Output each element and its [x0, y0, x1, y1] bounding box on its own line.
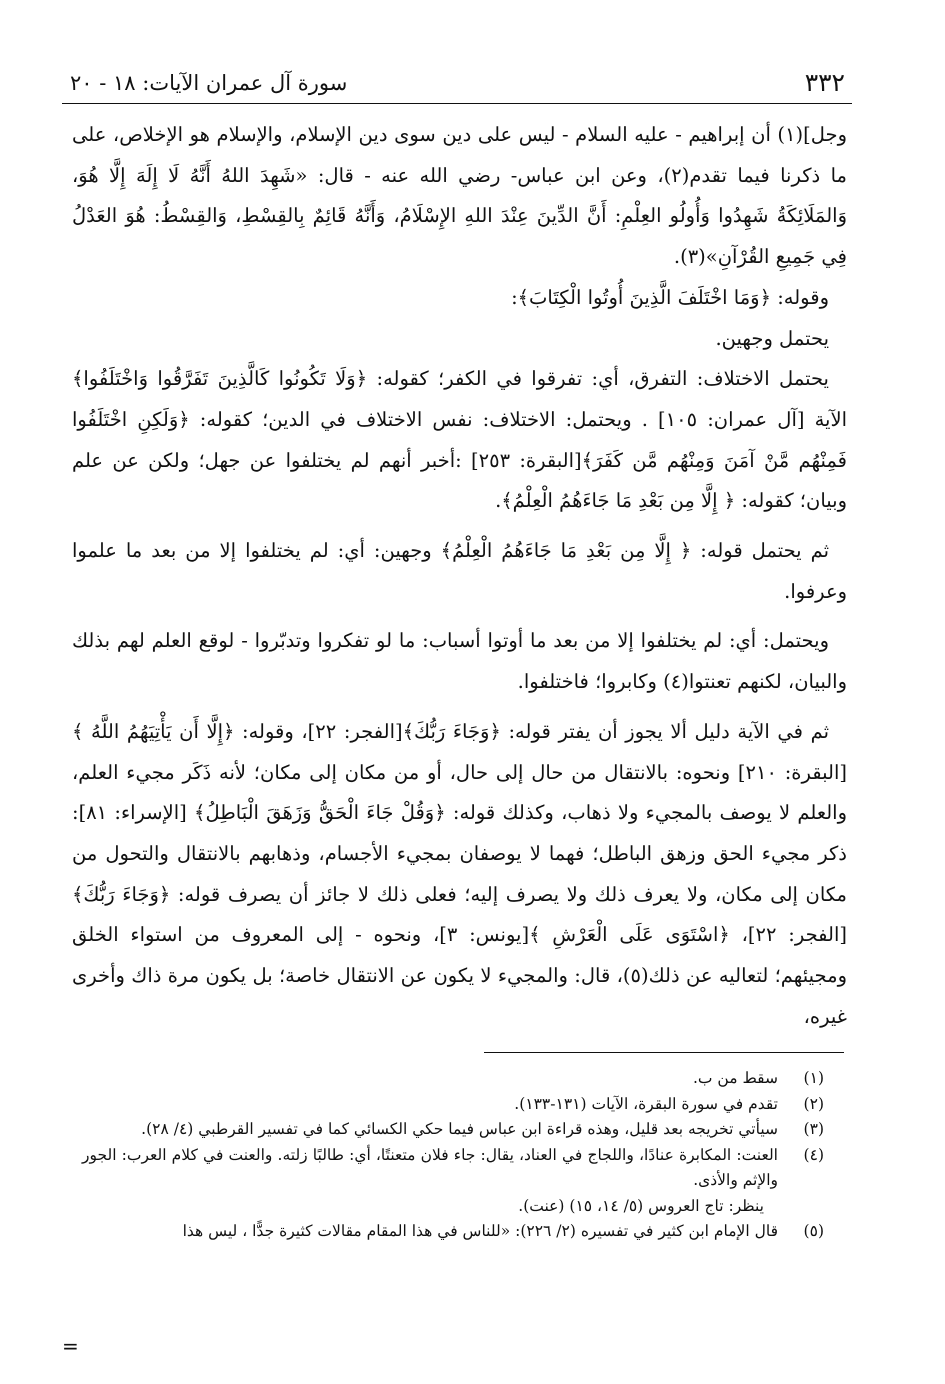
header-rule	[62, 103, 852, 104]
footnote	[82, 1117, 824, 1143]
paragraph: ثم في الآية دليل ألا يجوز أن يفتر قوله: ﴿وَجَاءَ رَبُّكَ﴾[الفجر: ٢٢]، وقوله: ﴿إِلَّا أَن يَأْتِيَهُمُ اللَّهُ ﴾[البقرة: ٢١٠] ونحوه: بالانتقال من حال إلى حال، أو من مكان إلى مكان؛ لأنه ذَكَر مجيء العلم، والعلم لا يوصف بالمجيء ولا ذهاب، وكذلك قوله: ﴿وَقُلْ جَاءَ الْحَقُّ وَزَهَقَ الْبَاطِلُ﴾ [الإسراء: ٨١]: ذكر مجيء الحق وزهق الباطل؛ فهما لا يوصفان بمجيء الأجسام، وذهابهم بالانتقال والتحول من مكان إلى مكان، ولا يعرف ذلك ولا يصرف إليه؛ فعلى ذلك لا جائز أن يصرف قوله: ﴿وَجَاءَ رَبُّكَ﴾ [الفجر: ٢٢]، ﴿اسْتَوَى عَلَى الْعَرْشِ ﴾[يونس: ٣]، ونحوه - إلى المعروف من استواء الخلق ومجيئهم؛ لتعاليه عن ذلك(٥)، قال: والمجيء لا يكون عن الانتقال خاصة؛ بل يكون مرة ذاك وأخرى غيره،	[72, 719, 847, 1028]
footnote-text: تقدم في سورة البقرة، الآيات (١٣١-١٣٣).	[514, 1094, 778, 1113]
footnote	[82, 1219, 824, 1245]
footnotes	[82, 1066, 824, 1245]
footnote-text: قال الإمام ابن كثير في تفسيره (٢/ ٢٢٦): «للناس في هذا المقام مقالات كثيرة جدًّا ، ليس هذا	[182, 1222, 778, 1240]
footnote-number: (٢)	[803, 1094, 824, 1113]
footnote-number: (٣)	[803, 1120, 824, 1138]
footnote-number: (١)	[803, 1069, 824, 1087]
continuation-mark: =	[62, 1334, 79, 1358]
paragraph: ويحتمل: أي: لم يختلفوا إلا من بعد ما أوتوا أسباب: ما لو تفكروا وتدبّروا - لوقع العلم لهم بذلك والبيان، لكنهم تعنتوا(٤) وكابروا؛ فاختلفوا.	[72, 629, 847, 694]
footnote-number: (٤)	[803, 1145, 824, 1164]
page-number: ٣٣٢	[804, 68, 845, 97]
main-text	[72, 115, 847, 1037]
footnote-rule	[484, 1052, 844, 1053]
footnote-continuation: ينظر: تاج العروس (٥/ ١٤، ١٥) (عنت).	[518, 1196, 764, 1215]
paragraph: وقوله: ﴿وَمَا اخْتَلَفَ الَّذِينَ أُوتُوا الْكِتَابَ﴾:	[511, 285, 829, 309]
page-header	[70, 60, 845, 100]
footnote-number: (٥)	[803, 1222, 824, 1240]
footnote	[82, 1092, 824, 1118]
paragraph: يحتمل الاختلاف: التفرق، أي: تفرقوا في الكفر؛ كقوله: ﴿وَلَا تَكُونُوا كَالَّذِينَ تَفَرَّقُوا وَاخْتَلَفُوا﴾ الآية [آل عمران: ١٠٥] . ويحتمل: الاختلاف: نفس الاختلاف في الدين؛ كقوله: ﴿وَلَكِنِ اخْتَلَفُوا فَمِنْهُم مَّنْ آمَنَ وَمِنْهُم مَّن كَفَرَ﴾[البقرة: ٢٥٣] :أخبر أنهم لم يختلفوا عن جهل؛ ولكن عن علم وبيان؛ كقوله: ﴿ إِلَّا مِن بَعْدِ مَا جَاءَهُمُ الْعِلْمُ﴾.	[72, 367, 848, 513]
paragraph: وجل](١) أن إبراهيم - عليه السلام - ليس على دين سوى دين الإسلام، والإسلام هو الإخلاص، على ما ذكرنا فيما تقدم(٢)، وعن ابن عباس- رضي الله عنه - قال: «شَهِدَ اللهُ أَنَّهُ لَا إِلَهَ إِلَّا هُوَ، وَالمَلَائِكَةُ شَهِدُوا وَأُولُو العِلْمِ: أَنَّ الدِّينَ عِنْدَ اللهِ الإِسْلَامُ، وَأَنَّهُ قَائِمٌ بِالقِسْطِ، وَالقِسْطُ: هُوَ العَدْلُ فِي جَمِيعِ القُرْآنِ»(٣).	[72, 123, 847, 269]
footnote-text: سقط من ب.	[692, 1069, 778, 1087]
footnote	[82, 1143, 824, 1194]
footnote-text: العنت: المكابرة عنادًا، واللجاج في العناد، يقال: جاء فلان متعنتًا، أي: طالبًا زلته. والعنت في كلام العرب: الجور والإثم والأذى.	[82, 1145, 778, 1189]
footnote-text: سيأتي تخريجه بعد قليل، وهذه قراءة ابن عباس فيما حكي الكسائي كما في تفسير القرطبي (٤/ ٢٨).	[141, 1120, 778, 1138]
paragraph: يحتمل وجهين.	[715, 326, 829, 350]
paragraph: ثم يحتمل قوله: ﴿ إِلَّا مِن بَعْدِ مَا جَاءَهُمُ الْعِلْمُ﴾ وجهين: أي: لم يختلفوا إلا من بعد ما علموا وعرفوا.	[72, 539, 847, 603]
footnote	[82, 1066, 824, 1092]
running-title: سورة آل عمران الآيات: ١٨ - ٢٠	[70, 71, 348, 95]
